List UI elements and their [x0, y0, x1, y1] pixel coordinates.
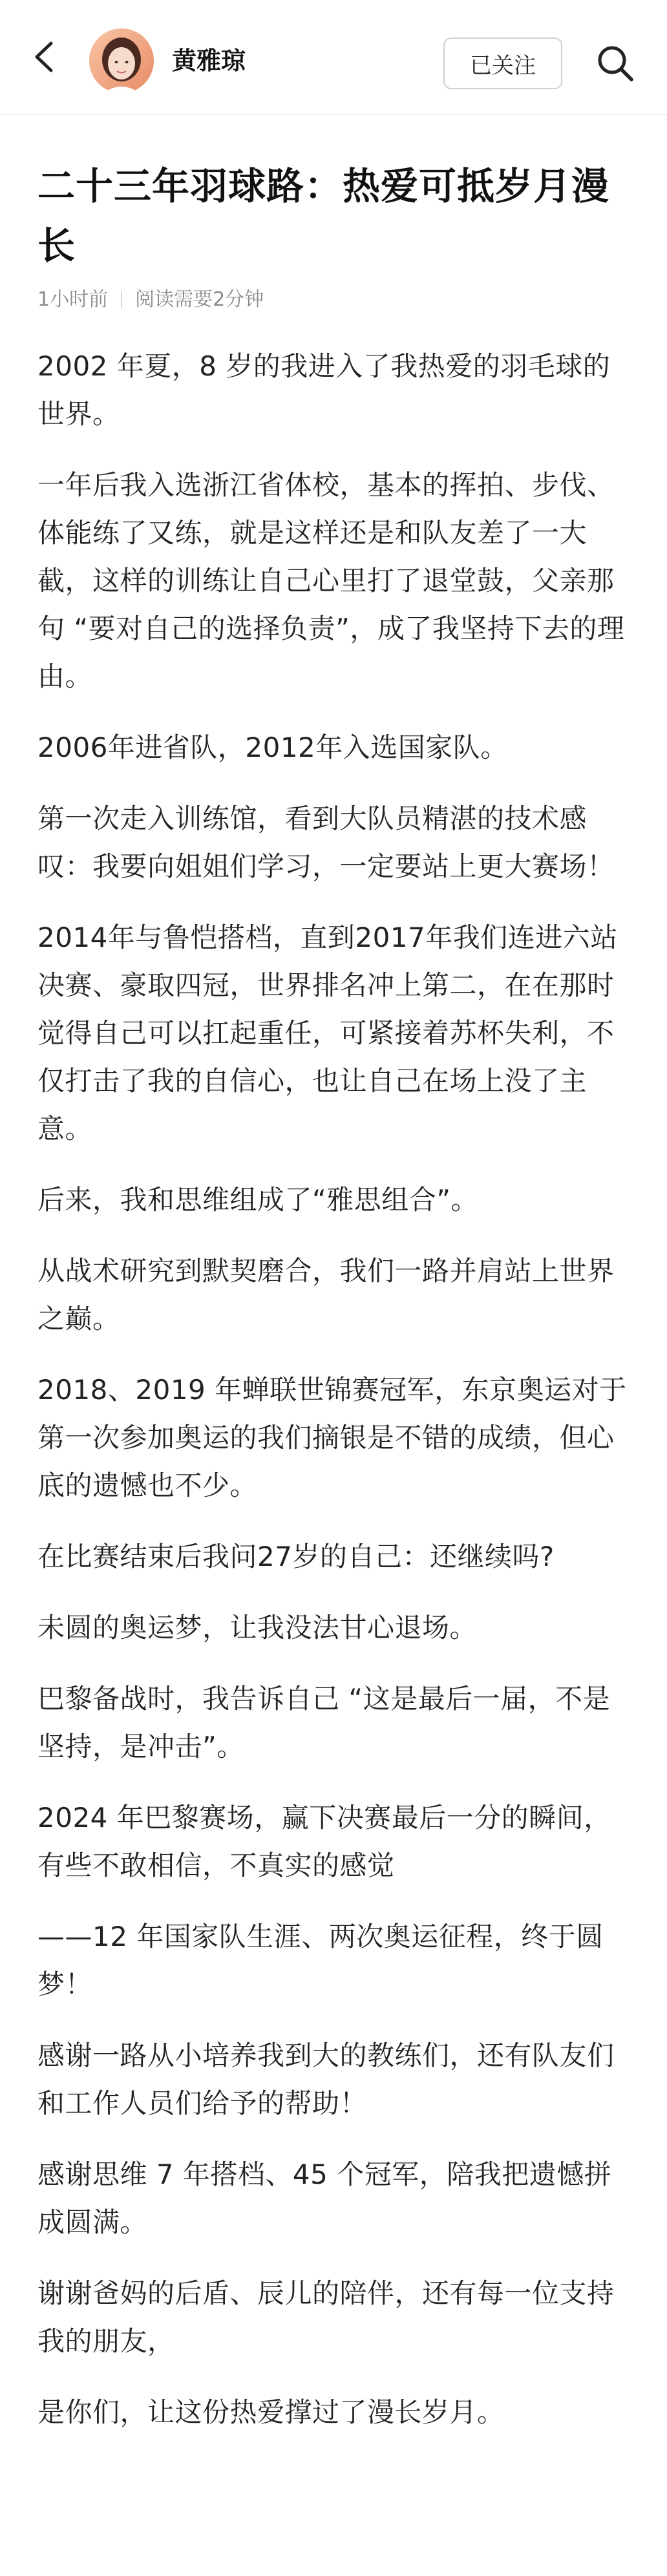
article-paragraph: 2014年与鲁恺搭档，直到2017年我们连进六站决赛、豪取四冠，世界排名冲上第二，在在那时觉得自己可以扛起重任，可紧接着苏杯失利，不仅打击了我的自信心，也让自己在场上没了主意。 [37, 922, 618, 1145]
article-paragraph: 从战术研究到默契磨合，我们一路并肩站上世界之巅。 [37, 1255, 615, 1335]
article-paragraph: 在比赛结束后我问27岁的自己：还继续吗? [37, 1541, 555, 1572]
read-time: 阅读需要2分钟 [135, 288, 264, 311]
author-name[interactable]: 黄雅琼 [172, 47, 246, 75]
article-paragraph: 一年后我入选浙江省体校，基本的挥拍、步伐、体能练了又练，就是这样还是和队友差了一大截，这样的训练让自己心里打了退堂鼓，父亲那句 “要对自己的选择负责”，成了我坚持下去的理由。 [37, 469, 625, 692]
article-paragraph: 感谢思维 7 年搭档、45 个冠军，陪我把遗憾拼成圆满。 [37, 2159, 612, 2238]
article-paragraph: 2018、2019 年蝉联世锦赛冠军，东京奥运对于第一次参加奥运的我们摘银是不错的成绩，但心底的遗憾也不少。 [37, 1374, 627, 1501]
chevron-left-icon [33, 41, 55, 73]
article-paragraph: 未圆的奥运梦，让我没法甘心退场。 [37, 1612, 478, 1643]
article-paragraph: 2024 年巴黎赛场，赢下决赛最后一分的瞬间，有些不敢相信，不真实的感觉 [37, 1802, 611, 1881]
search-icon [595, 43, 636, 84]
article-paragraph: 2002 年夏，8 岁的我进入了我热爱的羽毛球的世界。 [37, 350, 611, 430]
article-meta [37, 287, 630, 313]
top-navigation-bar [0, 0, 667, 115]
article-paragraph: 后来，我和思维组成了“雅思组合”。 [37, 1184, 479, 1216]
back-button[interactable] [28, 41, 59, 72]
article-paragraph: 谢谢爸妈的后盾、辰儿的陪伴，还有每一位支持我的朋友， [37, 2277, 615, 2357]
author-avatar[interactable] [89, 28, 154, 93]
meta-divider [121, 291, 122, 308]
article-paragraph: 是你们，让这份热爱撑过了漫长岁月。 [37, 2396, 505, 2428]
article-paragraph: 第一次走入训练馆，看到大队员精湛的技术感叹：我要向姐姐们学习，一定要站上更大赛场！ [37, 803, 615, 882]
article-paragraph: 2006年进省队，2012年入选国家队。 [37, 732, 508, 763]
article-container [0, 156, 667, 2436]
article-body [37, 343, 630, 2436]
article-paragraph: 巴黎备战时，我告诉自己 “这是最后一届，不是坚持，是冲击”。 [37, 1683, 611, 1762]
article-title: 二十三年羽球路：热爱可抵岁月漫长 [37, 164, 610, 268]
article-paragraph: ——12 年国家队生涯、两次奥运征程，终于圆梦！ [37, 1921, 604, 2000]
follow-button[interactable]: 已关注 [443, 37, 562, 89]
publish-time: 1小时前 [37, 288, 109, 311]
search-button[interactable] [592, 40, 639, 87]
avatar-image [89, 28, 154, 93]
article-paragraph: 感谢一路从小培养我到大的教练们，还有队友们和工作人员们给予的帮助！ [37, 2040, 615, 2119]
